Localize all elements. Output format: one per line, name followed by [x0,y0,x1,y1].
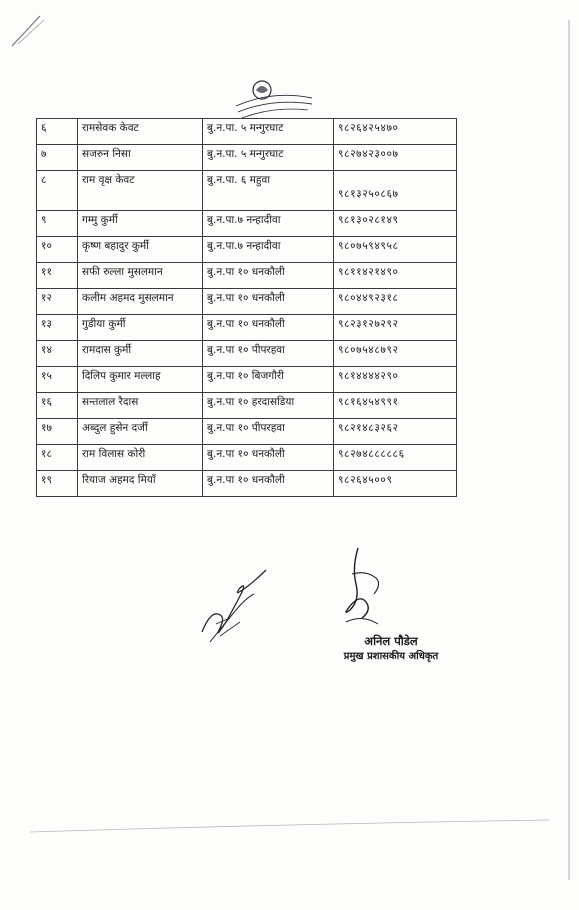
name-cell-text: सजरुन निसा [82,148,131,160]
serial-number-cell [37,445,78,471]
serial-number-cell-text: १८ [41,448,52,460]
address-cell [203,237,334,263]
serial-number-cell [37,211,78,237]
serial-number-cell [37,419,78,445]
name-cell [78,341,203,367]
name-cell-text: गुडीया कुर्मी [82,318,126,330]
phone-cell-text: ९८२१४८३२६२ [338,422,399,434]
phone-cell [334,367,457,393]
serial-number-cell-text: १२ [41,292,52,304]
handwritten-signature-right [332,544,384,628]
serial-number-cell [37,171,78,211]
name-cell-text: रामदास कुर्मी [82,344,132,356]
phone-cell-text: ९८२७४२३००७ [338,148,399,160]
address-cell [203,341,334,367]
phone-cell-text: ९८१३०२८१४९ [338,214,399,226]
serial-number-cell [37,315,78,341]
address-cell [203,263,334,289]
name-cell [78,171,203,211]
address-cell-text: बु.न.पा. ६ महुवा [207,174,271,186]
serial-number-cell [37,471,78,497]
table-row [37,471,457,497]
phone-cell [334,211,457,237]
phone-cell [334,171,457,211]
signatory-block [326,634,456,664]
serial-number-cell-text: १९ [41,474,52,486]
serial-number-cell-text: १६ [41,396,52,408]
phone-cell-text: ९८२३१२७२९२ [338,318,399,330]
phone-cell-text: ९८०७५४८७९२ [338,344,399,356]
serial-number-cell [37,289,78,315]
serial-number-cell-text: १३ [41,318,52,330]
serial-number-cell [37,341,78,367]
serial-number-cell-text: १५ [41,370,52,382]
serial-number-cell [37,145,78,171]
address-cell-text: बु.न.पा.७ नन्हादीवा [207,214,281,226]
handwritten-signature-left [196,552,272,648]
phone-cell [334,237,457,263]
phone-cell-text: ९८२६४५००९ [338,474,393,486]
table-row [37,419,457,445]
name-cell-text: कलीम अहमद मुसलमान [82,292,174,304]
table-row [37,367,457,393]
phone-cell [334,263,457,289]
serial-number-cell-text: ८ [41,174,47,186]
serial-number-cell-text: ६ [41,122,47,134]
name-cell-text: अब्दुल हुसेन दर्जी [82,422,148,434]
phone-cell-text: ९८२६४२५४७० [338,122,399,134]
name-cell [78,393,203,419]
table-row [37,315,457,341]
beneficiary-table [36,118,457,497]
address-cell-text: बु.न.पा १० धनकौली [207,448,285,460]
address-cell-text: बु.न.पा १० पीपरहवा [207,422,285,434]
address-cell-text: बु.न.पा १० धनकौली [207,266,285,278]
name-cell-text: राम वृक्ष केवट [82,174,135,186]
address-cell [203,289,334,315]
phone-cell [334,315,457,341]
address-cell [203,445,334,471]
name-cell-text: दिलिप कुमार मल्लाह [82,370,161,382]
serial-number-cell [37,237,78,263]
serial-number-cell [37,119,78,145]
address-cell [203,419,334,445]
address-cell [203,471,334,497]
name-cell [78,145,203,171]
name-cell [78,237,203,263]
name-cell [78,367,203,393]
phone-cell [334,445,457,471]
name-cell [78,315,203,341]
serial-number-cell-text: १० [41,240,52,252]
name-cell-text: गम्मु कुर्मी [82,214,118,226]
phone-cell [334,419,457,445]
address-cell [203,171,334,211]
name-cell-text: सफी रुल्ला मुसलमान [82,266,163,278]
address-cell-text: बु.न.पा १० धनकौली [207,292,285,304]
serial-number-cell-text: १७ [41,422,52,434]
name-cell [78,419,203,445]
phone-cell-text: ९८०४४९२३१८ [338,292,399,304]
table-row [37,445,457,471]
address-cell [203,145,334,171]
name-cell-text: राम विलास कोरी [82,448,146,460]
office-seal-stamp [232,76,316,124]
table-row [37,119,457,145]
address-cell-text: बु.न.पा १० धनकौली [207,474,285,486]
phone-cell-text: ९८१३२५०८६७ [338,188,399,200]
name-cell-text: रियाज अहमद मियाँ [82,474,156,486]
address-cell-text: बु.न.पा १० बिजगौरी [207,370,284,382]
address-cell-text: बु.न.पा १० धनकौली [207,318,285,330]
signatory-name: अनिल पौडेल [364,634,418,648]
corner-pen-mark [10,10,50,50]
name-cell [78,289,203,315]
phone-cell [334,341,457,367]
phone-cell [334,119,457,145]
phone-cell [334,393,457,419]
serial-number-cell [37,393,78,419]
address-cell-text: बु.न.पा.७ नन्हादीवा [207,240,281,252]
address-cell-text: बु.न.पा १० पीपरहवा [207,344,285,356]
page-edge-shadow [568,20,570,880]
phone-cell-text: ९८२७४८८८८८६ [338,448,405,460]
address-cell [203,393,334,419]
table-row [37,211,457,237]
serial-number-cell-text: १४ [41,344,52,356]
name-cell [78,445,203,471]
name-cell [78,263,203,289]
address-cell [203,211,334,237]
address-cell [203,119,334,145]
phone-cell-text: ९८११४२१४९० [338,266,399,278]
table-row [37,171,457,211]
serial-number-cell [37,367,78,393]
table-row [37,263,457,289]
name-cell-text: रामसेवक केवट [82,122,139,134]
phone-cell [334,145,457,171]
phone-cell [334,471,457,497]
phone-cell-text: ९८१४४४४२९० [338,370,399,382]
serial-number-cell-text: ९ [41,214,47,226]
name-cell-text: सन्तलाल रैदास [82,396,139,408]
table-row [37,145,457,171]
phone-cell-text: ९८०७५९४९५८ [338,240,399,252]
address-cell-text: बु.न.पा १० हरदासडिया [207,396,295,408]
name-cell [78,471,203,497]
address-cell [203,315,334,341]
name-cell [78,211,203,237]
name-cell-text: कृष्ण बहादुर कुर्मी [82,240,149,252]
beneficiary-table-body [37,119,457,497]
signatory-title: प्रमुख प्रशासकीय अधिकृत [343,651,439,662]
table-row [37,341,457,367]
phone-cell [334,289,457,315]
name-cell [78,119,203,145]
table-row [37,289,457,315]
address-cell [203,367,334,393]
serial-number-cell-text: ७ [41,148,47,160]
serial-number-cell-text: ११ [41,266,52,278]
address-cell-text: बु.न.पा. ५ मन्गुरघाट [207,122,284,134]
table-row [37,237,457,263]
table-row [37,393,457,419]
serial-number-cell [37,263,78,289]
page-bottom-rule [30,818,550,838]
address-cell-text: बु.न.पा. ५ मन्गुरघाट [207,148,284,160]
phone-cell-text: ९८१६४५४९९१ [338,396,399,408]
